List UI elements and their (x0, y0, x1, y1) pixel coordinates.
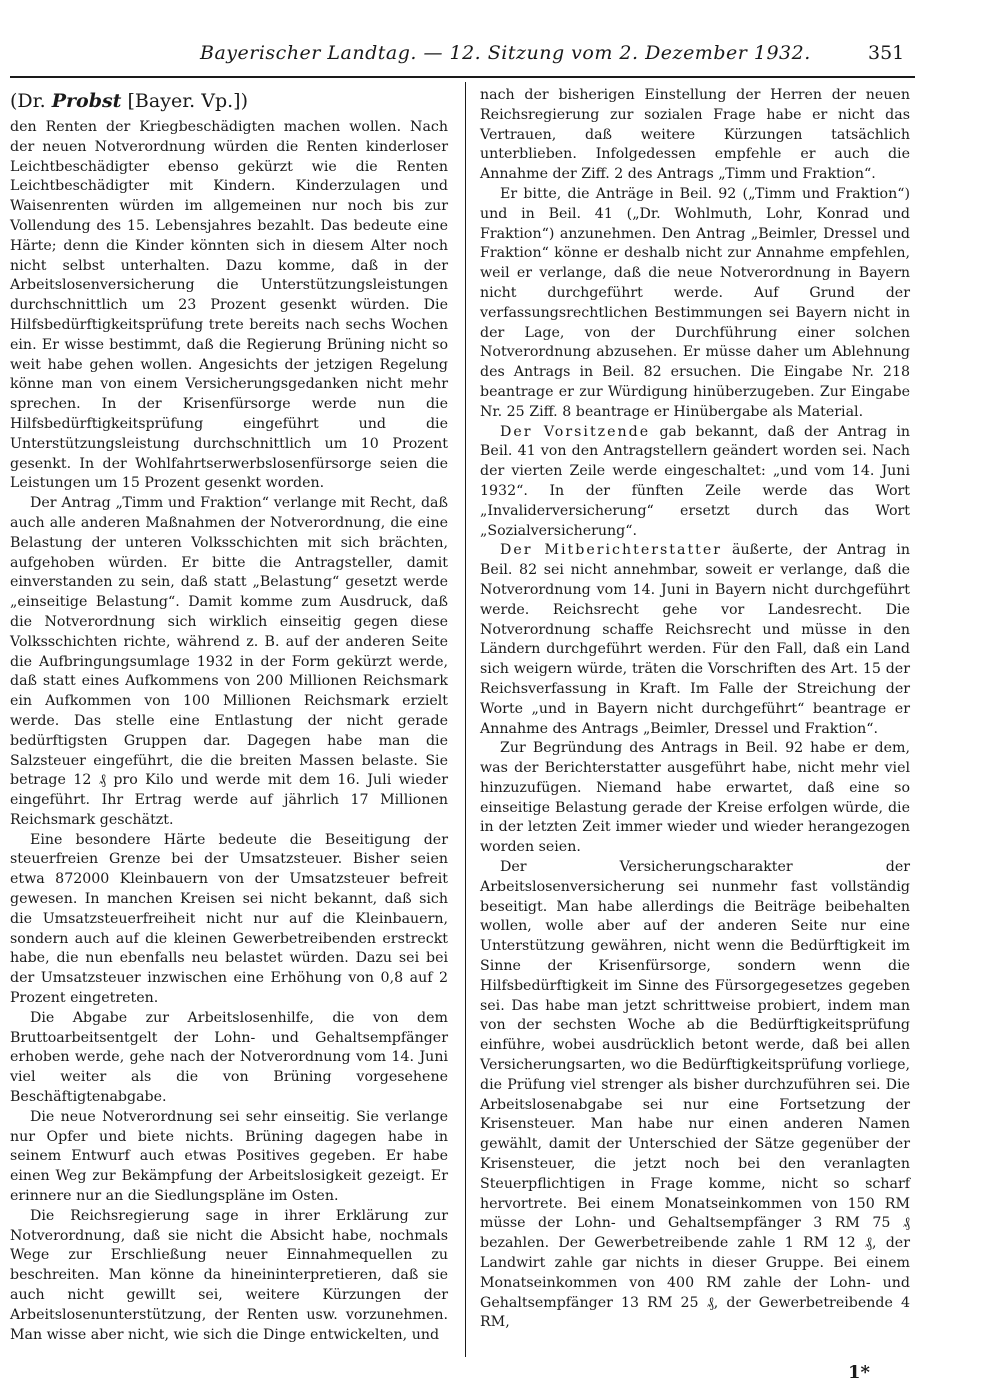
column-divider (465, 82, 466, 1357)
paragraph: Zur Begründung des Antrags in Beil. 92 habe er dem, was der Berichterstatter ausgeführt habe, nicht mehr viel hinzuzufügen. Niemand habe erwartet, daß eine so einseitige Belastung gerade der Kreise erfolgen würde, die in der letzten Zeit immer wieder und wieder herangezogen worden seien. (480, 740, 910, 856)
paragraph: Die Abgabe zur Arbeitslosenhilfe, die von dem Bruttoarbeitsentgelt der Lohn- und Gehaltsempfänger erhoben werde, gehe nach der Notverordnung vom 14. Juni viel weiter als die von Brüning vorgesehene Beschäftigtenabgabe. (10, 1009, 448, 1106)
paragraph (480, 541, 910, 739)
paragraph-text: gab bekannt, daß der Antrag in Beil. 41 von den Antragstellern geändert worden sei. Nach der vierten Zeile werde eingeschaltet: „und vom 14. Juni 1932“. In der fünften Zeile werde das Wort „Invaliderversicherung“ ersetzt durch das Wort „Sozialversicherung“. (480, 423, 910, 539)
signature-mark: 1* (848, 1362, 870, 1383)
speaker-prefix: (Dr. (10, 90, 52, 112)
paragraph-text: äußerte, der Antrag in Beil. 82 sei nicht annehmbar, soweit er verlange, daß die Notverordnung vom 14. Juni in Bayern nicht durchgeführt werde. Reichsrecht gehe vor Landesrecht. Die Notverordnung schaffe Reichsrecht und müsse in den Ländern durchgeführt werden. Für den Fall, daß ein Land sich weigern würde, träten die Vorschriften des Art. 15 der Reichsverfassung in Kraft. Im Falle der Streichung der Worte „und in Bayern nicht durchgeführt“ beantrage er Annahme des Antrags „Beimler, Dressel und Fraktion“. (480, 542, 910, 737)
speaker-role: Der Vorsitzende (500, 423, 651, 440)
speaker-party: [Bayer. Vp.]) (121, 90, 249, 112)
paragraph: nach der bisherigen Einstellung der Herren der neuen Reichsregierung zur sozialen Frage habe er nicht das Vertrauen, daß weitere Kürzungen tatsächlich unterblieben. Infolgedessen empfehle er auch die Annahme der Ziff. 2 des Antrags „Timm und Fraktion“. (480, 87, 910, 183)
speaker-role: Der Mitberichterstatter (500, 542, 723, 559)
right-column (480, 86, 910, 1333)
paragraph: Er bitte, die Anträge in Beil. 92 („Timm und Fraktion“) und in Beil. 41 („Dr. Wohlmuth, Lohr, Konrad und Fraktion“) anzunehmen. Den Antrag „Beimler, Dressel und Fraktion“ könne er deshalb nicht zur Annahme empfehlen, weil er verlange, daß die neue Notverordnung in Bayern nicht durchgeführt werde. Auf Grund der verfassungsrechtlichen Bestimmungen sei Bayern nicht in der Lage, von der Durchführung einer solchen Notverordnung abzusehen. Er müsse daher um Ablehnung des Antrags in Beil. 82 ersuchen. Die Eingabe Nr. 218 beantrage er zur Würdigung hinüberzugeben. Zur Eingabe Nr. 25 Ziff. 8 beantrage er Hinübergabe als Material. (480, 185, 910, 420)
running-header (10, 38, 910, 72)
paragraph: Eine besondere Härte bedeute die Beseitigung der steuerfreien Grenze bei der Umsatzsteuer. Bisher seien etwa 872000 Kleinbauern von der Umsatzsteuer befreit gewesen. In manchen Kreisen sei nicht bekannt, daß sich die Umsatzsteuerfreiheit nicht nur auf die Kleinbauern, sondern auch auf die kleinen Gewerbetreibenden erstreckt habe, die nun ebenfalls neu belastet würden. Dazu sei bei der Umsatzsteuer inzwischen eine Erhöhung von 0,8 auf 2 Prozent eingetreten. (10, 831, 448, 1007)
speaker-name: Probst (51, 90, 122, 112)
header-rule (10, 76, 915, 78)
page-number: 351 (868, 42, 905, 64)
paragraph: Der Versicherungscharakter der Arbeitslosenversicherung sei nunmehr fast vollständig beseitigt. Man habe allerdings die Beiträge beibehalten wollen, wolle aber auf der anderen Seite nur eine Unterstützung gewähren, nicht wenn die Bedürftigkeit im Sinne der Krisenfürsorge, sondern wenn die Hilfsbedürftigkeit im Sinne des Fürsorgegesetzes gegeben sei. Das habe man jetzt schrittweise probiert, indem man von der sechsten Woche ab die Bedürftigkeitsprüfung einführe, wobei ausdrücklich betont werde, daß bei allen Versicherungsarten, wo die Bedürftigkeitsprüfung vorliege, die Prüfung viel strenger als bisher durchzuführen sei. Die Arbeitslosenabgabe sei nur eine Fortsetzung der Krisensteuer. Man habe nur einen anderen Namen gewählt, damit der Unterschied der Sätze gegenüber der Krisensteuer, die jetzt noch bei den veranlagten Steuerpflichtigen in Frage komme, nicht so scharf hervortrete. Bei einem Monatseinkommen von 150 RM müsse der Lohn- und Gehaltsempfänger 3 RM 75 ₰ bezahlen. Der Gewerbetreibende zahle 1 RM 12 ₰, der Landwirt zahle gar nichts in dieser Gruppe. Bei einem Monatseinkommen von 400 RM zahle der Lohn- und Gehaltsempfänger 13 RM 25 ₰, der Gewerbetreibende 4 RM, (480, 859, 910, 1331)
speaker-line (10, 88, 448, 114)
paragraph: den Renten der Kriegbeschädigten machen wollen. Nach der neuen Notverordnung würden die Renten kinderloser Leichtbeschädigter ebenso gekürzt wie die Renten Leichtbeschädigter mit Kindern. Kinderzulagen und Waisenrenten würden im allgemeinen nur noch bis zur Vollendung des 15. Lebensjahres bezahlt. Das bedeute eine Härte; denn die Kinder könnten sich in diesem Alter noch nicht selbst unterhalten. Dazu komme, daß in der Arbeitslosenversicherung die Unterstützungsleistungen durchschnittlich um 23 Prozent gesenkt würden. Die Hilfsbedürftigkeitsprüfung trete bereits nach sechs Wochen ein. Er wisse bestimmt, daß die Regierung Brüning nicht so weit habe gehen wollen. Angesichts der jetzigen Regelung könne man von einem Versicherungsgedanken nicht mehr sprechen. In der Krisenfürsorge werde nun die Hilfsbedürftigkeitsprüfung eingeführt und die Unterstützungsleistung durchschnittlich um 10 Prozent gesenkt. In der Wohlfahrtserwerbslosenfürsorge seien die Leistungen um 15 Prozent gesenkt worden. (10, 119, 448, 492)
paragraph: Die Reichsregierung sage in ihrer Erklärung zur Notverordnung, daß sie nicht die Absicht habe, nochmals Wege zur Erschließung neuer Einnahmequellen zu beschreiten. Man könne da hineininterpretieren, daß sie auch nicht gewillt sei, weitere Kürzungen der Arbeitslosenunterstützung, der Renten usw. vorzunehmen. Man wisse aber nicht, wie sich die Dinge entwickelten, und (10, 1207, 448, 1343)
left-column (10, 84, 448, 1345)
paragraph: Der Antrag „Timm und Fraktion“ verlange mit Recht, daß auch alle anderen Maßnahmen der Notverordnung, die eine Belastung der unteren Volksschichten mit sich brächten, aufgehoben würden. Er bitte die Antragsteller, damit einverstanden zu sein, daß statt „Belastung“ gesetzt werde „einseitige Belastung“. Damit komme zum Ausdruck, daß die Notverordnung sich wirklich einseitig gegen diese Volksschichten richte, während z. B. auf der anderen Seite die Aufbringungsumlage 1932 in der Form gekürzt werde, daß statt eines Aufkommens von 200 Millionen Reichsmark ein Aufkommen von 100 Millionen Reichsmark erzielt werde. Das stelle eine Entlastung der nicht gerade bedürftigsten Gruppen dar. Dagegen habe man die Salzsteuer eingeführt, die die breiten Massen belaste. Sie betrage 12 ₰ pro Kilo und werde mit dem 16. Juli wieder eingeführt. Ihr Ertrag werde auf jährlich 17 Millionen Reichsmark geschätzt. (10, 495, 448, 828)
paragraph: Die neue Notverordnung sei sehr einseitig. Sie verlange nur Opfer und biete nichts. Brüning dagegen habe in seinem Entwurf auch etwas Positives gegeben. Er habe einen Weg zur Bekämpfung der Arbeitslosigkeit gezeigt. Er erinnere nur an die Siedlungspläne im Osten. (10, 1108, 448, 1205)
header-title: Bayerischer Landtag. — 12. Sitzung vom 2. Dezember 1932. (200, 42, 811, 64)
paragraph (480, 423, 910, 542)
